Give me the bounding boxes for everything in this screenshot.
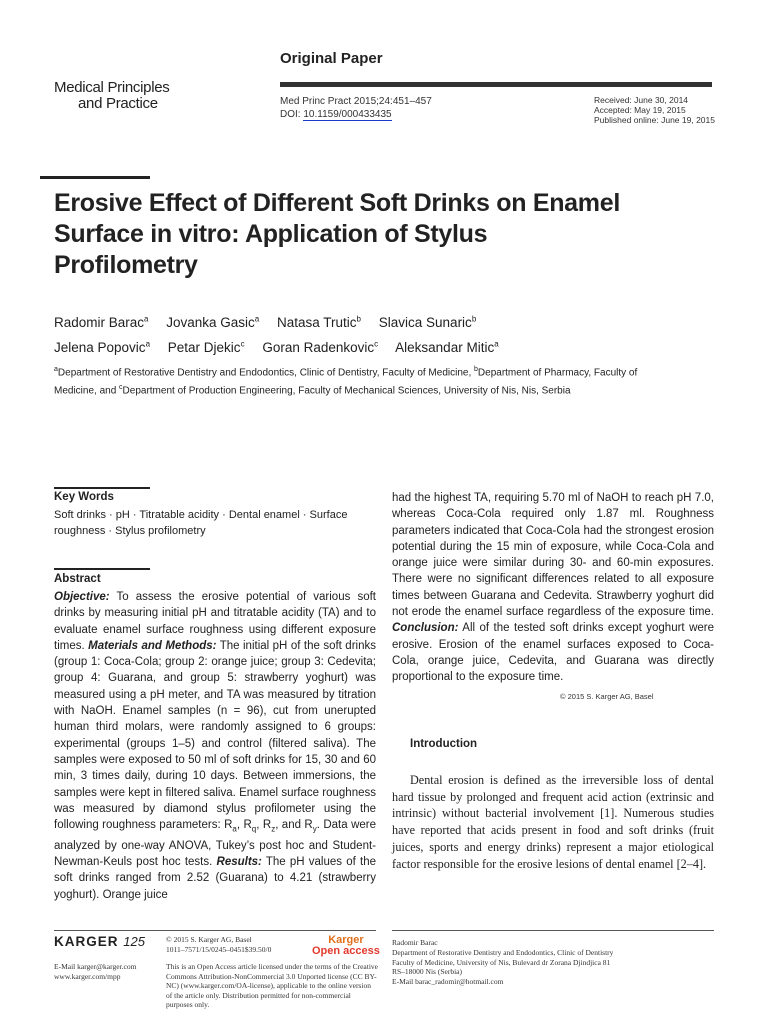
journal-name (54, 80, 169, 112)
author: Goran Radenkovic$^c$ (262, 339, 379, 355)
keywords-rule (54, 487, 150, 489)
abstract-rule (54, 568, 150, 570)
citation (280, 95, 432, 121)
doi-link[interactable]: 10.1159/000433435 (303, 109, 392, 120)
author-row (54, 334, 654, 360)
abstract-text-col2: had the highest TA, requiring 5.70 ml of NaOH to reach pH 7.0, whereas Coca-Cola required only 1.87 ml. Roughness parameters indicated that Coca-Cola had the strongest erosion potential during the 15 min of exposure, while Coca-Cola and orange juice were similar during 30- and 60-min exposures. There were no significant differences related to all exposure times between Guarana and Cedevita. Strawberry yoghurt did not erode the enamel surface regardless of the exposure time. Conclusion: All of the tested soft drinks except yoghurt were erosive. Erosion of the enamel surfaces exposed to Coca-Cola, orange juice, Cedevita, and Guarana was directly proportional to the exposure time. (392, 492, 714, 684)
introduction-text: Dental erosion is defined as the irreversible loss of dental hard tissue by prolonged and frequent acid action (extrinsic and intrinsic) without bacterial involvement [1]. Numerous studies have reported that acids present in food and soft drinks (fruit juices, sports and energy drinks) represent a major etiological factor responsible for the erosive lesions of dental enamel [2–4]. (392, 773, 714, 871)
publisher-web[interactable]: www.karger.com/mpp (54, 972, 121, 981)
introduction-heading: Introduction (410, 738, 478, 750)
author: Jovanka Gasic$^a$ (166, 314, 260, 330)
date-accepted: Accepted: May 19, 2015 (594, 105, 686, 115)
article-dates (594, 95, 715, 125)
keywords-heading: Key Words (54, 491, 114, 503)
abstract-heading: Abstract (54, 573, 101, 585)
author: Jelena Popovic$^a$ (54, 339, 151, 355)
doi-label: DOI: (280, 109, 304, 120)
publisher-contact (54, 962, 136, 982)
author-list (54, 308, 654, 359)
publisher-email[interactable]: E-Mail karger@karger.com (54, 962, 137, 971)
journal-name-line1: Medical Principles (54, 79, 170, 96)
abstract-text-col1: Objective: To assess the erosive potential of various soft drinks by measuring initial pH and titratable acidity (TA) and to evaluate enamel surface roughness using different exposure times. Materials and Methods: The initial pH of the soft drinks (group 1: Coca-Cola; group 2: orange juice; group 3: Cedevita; group 4: Guarana, and group 5: strawberry yoghurt) was measured using a pH meter, and TA was measured by titration with NaOH. Enamel samples (n = 96), cut from unerupted human third molars, were randomly assigned to 6 groups: experimental (groups 1–5) and control (filtered saliva). The samples were exposed to 50 ml of soft drinks for 15, 30 and 60 min, 3 times daily, during 10 days. Between immersions, the samples were kept in filtered saliva. Enamel surface roughness was measured by diamond stylus profilometer using the following roughness parameters: $R_a$, $R_q$, $R_z$, and $R_y$. Data were analyzed by one-way ANOVA, Tukey’s post hoc and Student-Newman-Keuls post hoc tests. Results: The pH values of the soft drinks ranged from 2.52 (Guarana) to 4.21 (strawberry yoghurt). Orange juice (54, 591, 377, 901)
footer-rule-left (54, 930, 376, 931)
journal-name-line2: and Practice (78, 95, 158, 112)
publisher-logo: KARGER 125 (54, 934, 145, 949)
title-rule (40, 176, 150, 179)
license-text: This is an Open Access article licensed under the terms of the Creative Commons Attribution-NonCommercial 3.0 Unported license (CC BY-NC) (www.karger.com/OA-license), applicable to the online version of the article only. Distribution permitted for non-commercial purposes only. (166, 962, 379, 1010)
citation-ref: Med Princ Pract 2015;24:451–457 (280, 96, 432, 107)
open-access-logo: Karger Open access (312, 934, 380, 957)
citation-doi (280, 108, 432, 121)
paper-title: Erosive Effect of Different Soft Drinks on Enamel Surface in vitro: Application of Stylus Profilometry (54, 189, 620, 279)
copyright-block: © 2015 S. Karger AG, Basel 1011–7571/15/0245–0451$39.50/0 (166, 935, 272, 954)
author: Aleksandar Mitic$^a$ (395, 339, 499, 355)
footer-rule-right (392, 930, 714, 931)
author: Radomir Barac$^a$ (54, 314, 149, 330)
affiliations: $^a$Department of Restorative Dentistry and Endodontics, Clinic of Dentistry, Faculty of Medicine, $^b$Department of Pharmacy, Faculty of Medicine, and $^c$Department of Production Engineering, Faculty of Mechanical Sciences, University of Nis, Nis, Serbia (54, 366, 638, 397)
correspondence: Radomir Barac Department of Restorative Dentistry and Endodontics, Clinic of Dentistry Faculty of Medicine, University of Nis, Bulevard dr Zorana Djindjica 81 RS–18000 Nis (Serbia) E-Mail barac_radomir@hotmail.com (392, 938, 722, 987)
header-rule (280, 82, 712, 87)
author: Natasa Trutic$^b$ (277, 314, 361, 330)
paper-type: Original Paper (280, 50, 383, 67)
author: Petar Djekic$^c$ (167, 339, 245, 355)
author: Slavica Sunaric$^b$ (378, 314, 477, 330)
keywords-text: Soft drinks · pH · Titratable acidity · Dental enamel · Surface roughness · Stylus profilometry (54, 509, 348, 537)
date-published: Published online: June 19, 2015 (594, 115, 715, 125)
date-received: Received: June 30, 2014 (594, 95, 689, 105)
anniversary-logo: 125 (123, 934, 145, 949)
abstract-copyright: © 2015 S. Karger AG, Basel (560, 692, 654, 701)
correspondence-email[interactable]: E-Mail barac_radomir@hotmail.com (392, 977, 504, 987)
author-row (54, 308, 654, 334)
